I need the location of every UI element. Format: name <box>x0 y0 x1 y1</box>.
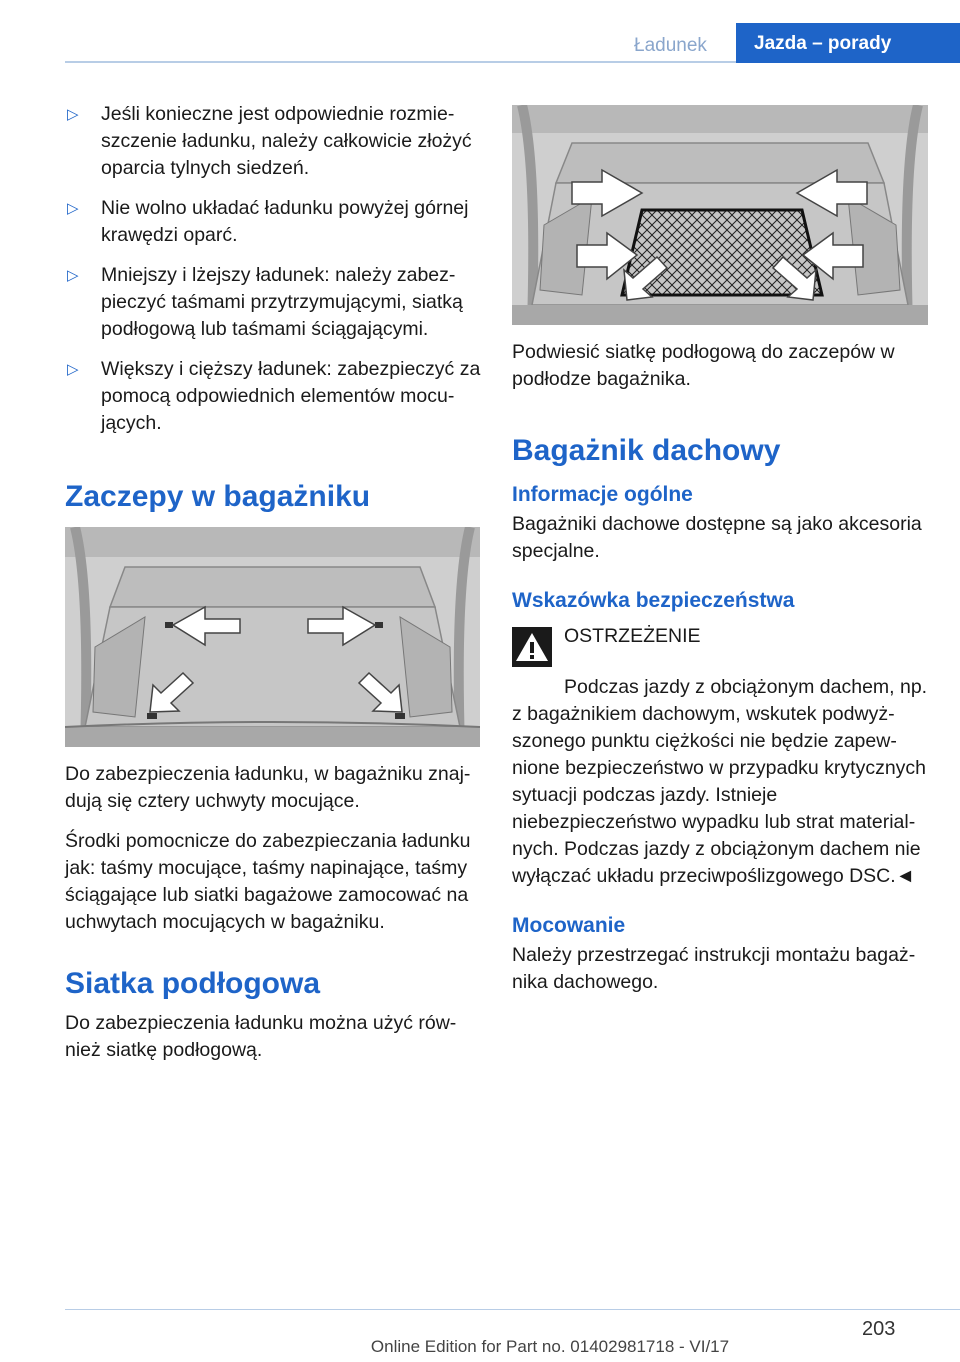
warning-block <box>512 623 928 890</box>
bullet-item <box>65 356 482 437</box>
right-column <box>512 105 928 996</box>
bullet-triangle-icon: ▷ <box>67 106 79 123</box>
section-title-roof-rack: Bagażnik dachowy <box>512 434 781 467</box>
section-title-trunk-hooks: Zaczepy w bagażniku <box>65 480 371 513</box>
bullet-text: Jeśli konieczne jest odpowiednie rozmieszczenie ładunku, należy całkowicie złożyć oparcia tylnych siedzeń. <box>101 103 472 179</box>
header-chapter-tab[interactable]: Jazda – porady <box>736 23 960 63</box>
subsection-general-info: Informacje ogólne <box>512 483 693 506</box>
bullet-item <box>65 262 482 343</box>
section-title-floor-net: Siatka podłogowa <box>65 967 321 1000</box>
bullet-item <box>65 101 482 182</box>
page-number: 203 <box>862 1318 896 1340</box>
bullet-text: Mniejszy i lżejszy ładunek: należy zabezpieczyć taśmami przytrzymującymi, siatką podłogową lub taśmami ściągającymi. <box>101 264 463 340</box>
subsection-safety-note: Wskazówka bezpieczeństwa <box>512 589 795 612</box>
floor-net-drawing <box>512 105 928 325</box>
trunk-hooks-paragraph-2: Środki pomocnicze do zabezpieczania ładunku jak: taśmy mocujące, taśmy napinające, taśmy ściągające lub siatki bagażowe zamocować na uchwytach mocujących w bagażniku. <box>65 830 471 933</box>
bullet-item <box>65 195 482 249</box>
left-column <box>65 101 482 1064</box>
mounting-text: Należy przestrzegać instrukcji montażu bagażnika dachowego. <box>512 944 916 993</box>
edition-footer: Online Edition for Part no. 01402981718 - VI/17 <box>370 1337 730 1356</box>
warning-text: Podczas jazdy z obciążonym dachem, np. z bagażnikiem dachowym, wskutek podwyższonego punktu ciężkości nie będzie zapewnione bezpieczeństwo w przypadku krytycznych sytuacji podczas jazdy. Istnieje niebezpieczeństwo wypadku lub strat materialnych. Podczas jazdy z obciążonym dachem nie wyłączać układu przeciwpoślizgowego DSC.◄ <box>512 676 928 887</box>
floor-net-illustration <box>512 105 928 325</box>
header-section-tab[interactable]: Ładunek <box>634 35 707 56</box>
bullet-triangle-icon: ▷ <box>67 200 79 217</box>
floor-net-paragraph: Do zabezpieczenia ładunku można użyć również siatkę podłogową. <box>65 1012 457 1061</box>
trunk-hooks-drawing <box>65 527 480 747</box>
footer-rule <box>65 1309 960 1310</box>
bullet-triangle-icon: ▷ <box>67 361 79 378</box>
trunk-hooks-paragraph-1: Do zabezpieczenia ładunku, w bagażniku znajdują się cztery uchwyty mocujące. <box>65 763 471 812</box>
warning-header <box>512 623 928 674</box>
warning-heading: OSTRZEŻENIE <box>564 625 701 647</box>
warning-triangle-icon <box>512 623 552 674</box>
bullet-triangle-icon: ▷ <box>67 267 79 284</box>
floor-net-caption: Podwiesić siatkę podłogową do zaczepów w podłodze bagażnika. <box>512 341 895 390</box>
bullet-text: Większy i cięższy ładunek: zabezpieczyć za pomocą odpowiednich elementów mocujących. <box>101 358 481 434</box>
bullet-text: Nie wolno układać ładunku powyżej górnej krawędzi oparć. <box>101 197 469 246</box>
subsection-mounting: Mocowanie <box>512 914 626 937</box>
trunk-hooks-illustration <box>65 527 480 747</box>
general-info-text: Bagażniki dachowe dostępne są jako akcesoria specjalne. <box>512 513 922 562</box>
